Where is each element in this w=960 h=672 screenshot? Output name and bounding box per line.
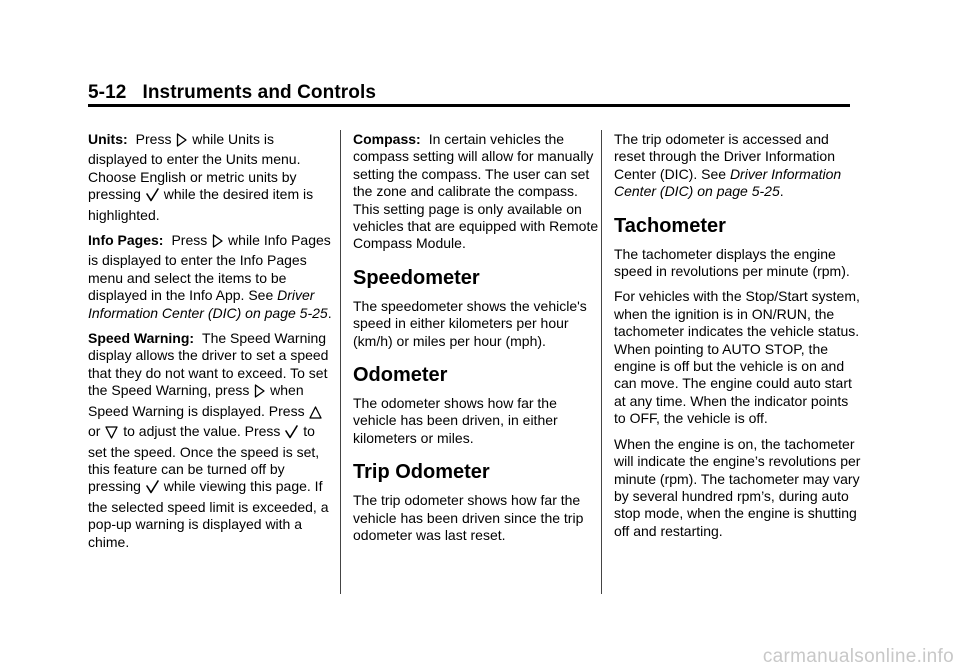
speed-warning-text-3: or [88,423,101,440]
trip-odometer-paragraph: The trip odometer shows how far the vehicle has been driven since the trip odometer was last reset. [353,492,584,544]
page-header [88,82,376,104]
dic-reference-link[interactable]: Driver Information Center (DIC) on page 5-25 [614,165,842,200]
units-label: Units: [88,131,128,147]
right-arrow-icon [212,234,223,252]
section-title: Instruments and Controls [142,82,377,103]
column-1 [88,131,336,559]
speed-warning-text-2: when Speed Warning is displayed. Press [88,382,305,419]
info-pages-text-3: . [327,304,332,321]
speed-warning-text-1: The Speed Warning display allows the driver to set a speed that they do not want to exceed. To set the Speed Warning, press [88,330,329,399]
trip-reset-text-2: . [779,183,784,200]
column-divider-2 [601,130,602,594]
speedometer-paragraph: The speedometer shows the vehicle's speed in either kilometers per hour (km/h) or miles per hour (mph). [353,297,587,349]
speedometer-heading: Speedometer [353,266,480,289]
info-pages-paragraph [88,232,336,322]
speed-warning-label: Speed Warning: [88,330,195,347]
checkmark-icon [146,480,159,498]
trip-reset-text-1: The trip odometer is accessed and reset through the Driver Information Center (DIC). See [614,131,835,182]
right-arrow-icon [176,133,187,151]
trip-reset-paragraph [614,131,862,201]
units-text-1: Press [135,131,172,147]
column-2 [353,131,601,553]
tachometer-paragraph-1: The tachometer displays the engine speed in revolutions per minute (rpm). [614,245,850,280]
units-paragraph [88,131,336,224]
speed-warning-text-4: to adjust the value. Press [123,423,281,440]
watermark: carmanualsonline.info [762,646,954,667]
checkmark-icon [146,188,159,206]
info-pages-text-1: Press [171,232,208,249]
down-arrow-icon [105,426,118,443]
right-arrow-icon [254,384,265,402]
checkmark-icon [285,425,298,443]
column-divider-1 [340,130,341,594]
odometer-paragraph: The odometer shows how far the vehicle has been driven, in either kilometers or miles. [353,395,558,446]
speed-warning-text-6: while viewing this page. If the selected speed limit is exceeded, a pop-up warning is displayed with a chime. [88,478,329,550]
tachometer-paragraph-3: When the engine is on, the tachometer will indicate the engine’s revolutions per minute (rpm). The tachometer may vary by several hundred rpm’s, during auto stop mode, when the engine is shutting off and restarting. [614,435,861,539]
compass-label: Compass: [353,131,421,147]
speed-warning-text-5: to set the speed. Once the speed is set, this feature can be turned off by pressing [88,423,320,495]
column-3 [614,131,862,548]
units-text-2: while Units is displayed to enter the Units menu. Choose English or metric units by pressing [88,131,301,203]
header-rule [88,104,850,107]
up-arrow-icon [309,406,322,423]
dic-reference-link[interactable]: Driver Information Center (DIC) on page 5-25 [88,287,328,321]
tachometer-paragraph-2: For vehicles with the Stop/Start system, when the ignition is in ON/RUN, the tachometer indicates the vehicle status. When pointing to AUTO STOP, the engine is off but the vehicle is on and can move. The engine could auto start at any time. When the indicator points to OFF, the vehicle is off. [614,288,860,427]
compass-text: In certain vehicles the compass setting will allow for manually setting the compass. The user can set the zone and calibrate the compass. This setting page is only available on vehicles that are equipped with Remote Compass Module. [353,131,599,252]
units-text-3: while the desired item is highlighted. [88,186,314,223]
tachometer-heading: Tachometer [614,214,726,237]
page-number: 5-12 [88,82,127,103]
speed-warning-paragraph [88,330,336,551]
info-pages-text-2: while Info Pages is displayed to enter the Info Pages menu and select the items to be displayed in the Info App. See [88,232,331,304]
trip-odometer-heading: Trip Odometer [353,461,490,484]
compass-paragraph [353,131,601,253]
info-pages-label: Info Pages: [88,232,164,249]
odometer-heading: Odometer [353,364,448,387]
